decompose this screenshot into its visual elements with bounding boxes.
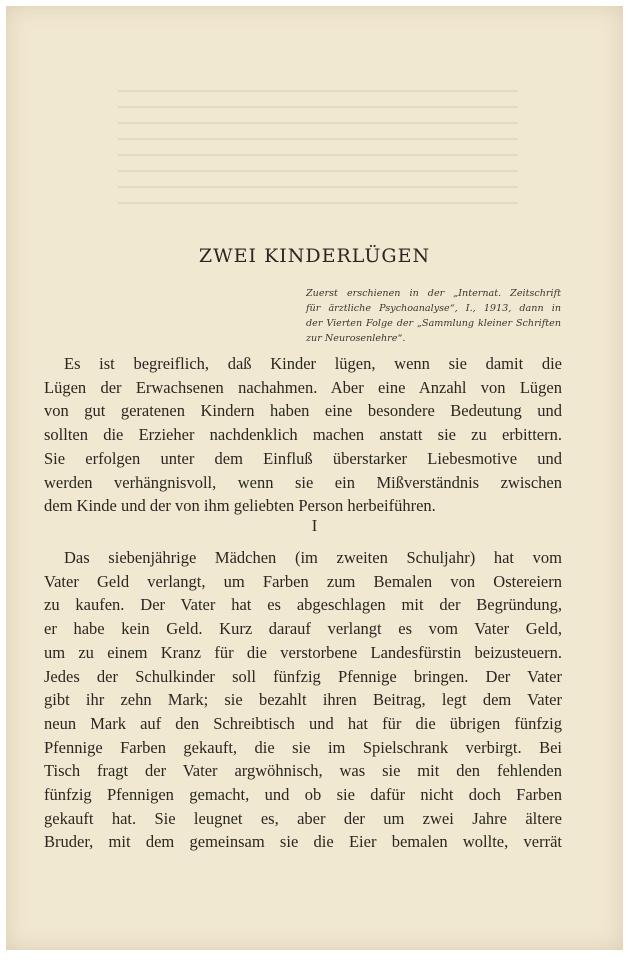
text-line: dem Kinde und der von ihm geliebten Person herbeiführen. <box>44 496 436 516</box>
text-line: er habe kein Geld. Kurz darauf verlangt es vom Vater Geld, <box>44 619 562 639</box>
text-line: Bruder, mit dem gemeinsam sie die Eier bemalen wollte, verrät <box>44 832 562 852</box>
source-note-line: zur Neurosenlehre“. <box>306 333 406 344</box>
text-line: sollten die Erzieher nachdenklich machen anstatt sie zu erbittern. <box>44 425 562 445</box>
source-note-line: Zuerst erschienen in der „Internat. Zeitschrift <box>306 288 561 299</box>
text-line: Vater Geld verlangt, um Farben zum Bemalen von Ostereiern <box>44 571 562 591</box>
text-line: Jedes der Schulkinder soll fünfzig Pfennige bringen. Der Vater <box>44 666 562 686</box>
text-line: gekauft hat. Sie leugnet es, aber der um zwei Jahre ältere <box>44 808 562 828</box>
book-page <box>6 6 623 950</box>
source-note-line: der Vierten Folge der „Sammlung kleiner Schriften <box>306 318 561 329</box>
text-line: Lügen der Erwachsenen nachahmen. Aber eine Anzahl von Lügen <box>44 377 562 397</box>
intro-paragraph <box>44 352 562 518</box>
text-line: werden verhängnisvoll, wenn sie ein Mißverständnis zwischen <box>44 472 562 492</box>
text-line: Pfennige Farben gekauft, die sie im Spielschrank verbirgt. Bei <box>44 737 562 757</box>
section-number: I <box>311 516 318 535</box>
source-note <box>306 286 561 346</box>
text-line: um zu einem Kranz für die verstorbene Landesfürstin beizusteuern. <box>44 642 562 662</box>
text-line: Es ist begreiflich, daß Kinder lügen, wenn sie damit die <box>64 354 562 373</box>
chapter-title: ZWEI KINDERLÜGEN <box>198 245 431 267</box>
text-line: Sie erfolgen unter dem Einfluß überstarker Liebesmotive und <box>44 448 562 468</box>
text-line: gibt ihr zehn Mark; sie bezahlt ihren Beitrag, legt dem Vater <box>44 690 562 710</box>
section-paragraph <box>44 546 562 854</box>
text-line: zu kaufen. Der Vater hat es abgeschlagen mit der Begründung, <box>44 595 562 615</box>
source-note-line: für ärztliche Psychoanalyse“, I., 1913, dann in <box>306 303 561 314</box>
text-line: Das siebenjährige Mädchen (im zweiten Schuljahr) hat vom <box>64 548 562 567</box>
text-line: von gut geratenen Kindern haben eine besondere Bedeutung und <box>44 401 562 421</box>
text-line: neun Mark auf den Schreibtisch und hat für die übrigen fünfzig <box>44 713 562 733</box>
text-line: Tisch fragt der Vater argwöhnisch, was sie mit den fehlenden <box>44 761 562 781</box>
bleed-through-text <box>118 90 518 250</box>
text-line: fünfzig Pfennigen gemacht, und ob sie dafür nicht doch Farben <box>44 785 562 805</box>
